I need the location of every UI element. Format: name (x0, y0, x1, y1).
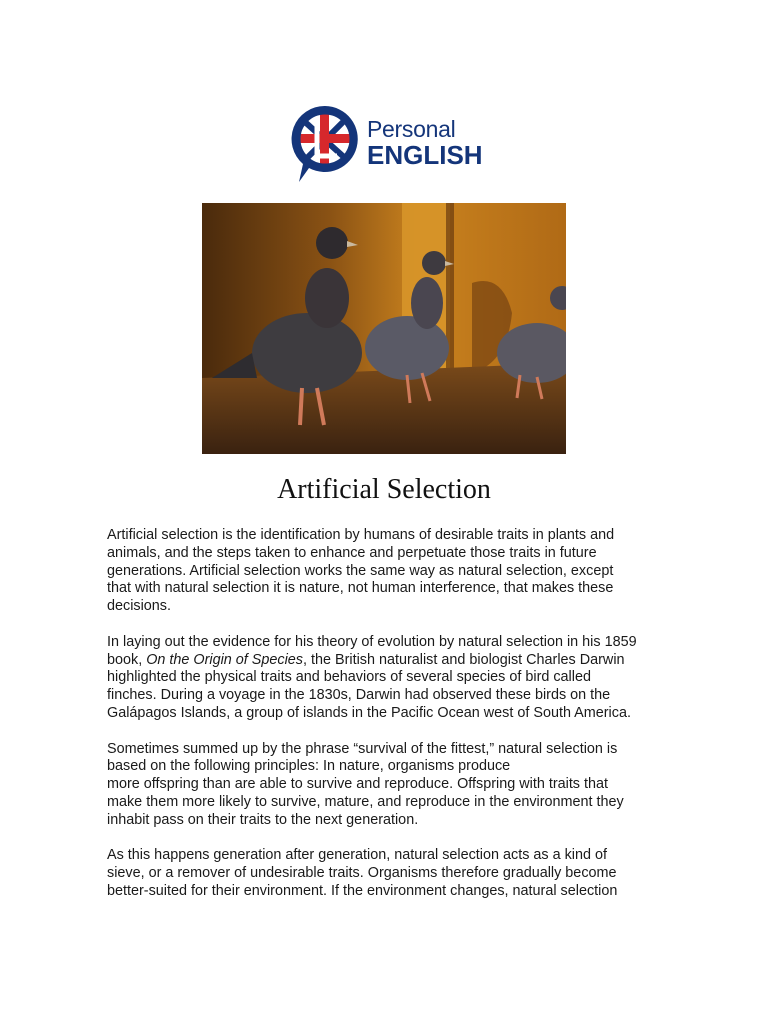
logo-emblem-icon (287, 102, 363, 188)
paragraph-3 (107, 741, 667, 830)
logo-word-personal: Personal (367, 116, 456, 142)
text-line: inhabit pass on their traits to the next generation. (107, 811, 419, 828)
text-line (107, 652, 667, 670)
paragraph-2 (107, 634, 667, 723)
text-line: highlighted the physical traits and behaviors of several species of bird called (107, 669, 591, 686)
logo-word-english: ENGLISH (367, 140, 483, 170)
pigeons-illustration (202, 203, 566, 454)
text-line: more offspring than are able to survive and reproduce. Offspring with traits that (107, 776, 609, 793)
logo-wordmark (367, 118, 483, 168)
text-line: finches. During a voyage in the 1830s, Darwin had observed these birds on the (107, 687, 611, 704)
text-line: better-suited for their environment. If the environment changes, natural selection (107, 882, 618, 899)
text-line: As this happens generation after generation, natural selection acts as a kind of (107, 847, 607, 864)
text-line: Sometimes summed up by the phrase “survival of the fittest,” natural selection is (107, 740, 618, 757)
text-line: sieve, or a remover of undesirable traits. Organisms therefore gradually become (107, 865, 617, 882)
text-line: In laying out the evidence for his theory of evolution by natural selection in his 1859 (107, 633, 637, 650)
personal-english-logo (287, 102, 487, 188)
text-run: book, (107, 651, 147, 668)
pigeons-photo (202, 203, 566, 454)
book-title: On the Origin of Species (146, 651, 303, 668)
text-line: decisions. (107, 598, 171, 615)
text-line: animals, and the steps taken to enhance and perpetuate those traits in future (107, 544, 597, 561)
article-body (107, 527, 667, 919)
paragraph-1 (107, 527, 667, 616)
paragraph-4 (107, 847, 667, 900)
text-line: Galápagos Islands, a group of islands in the Pacific Ocean west of South America. (107, 704, 631, 721)
document-title: Artificial Selection (277, 474, 491, 505)
text-run: , the British naturalist and biologist Charles Darwin (302, 651, 625, 668)
text-line: based on the following principles: In nature, organisms produce (107, 758, 511, 775)
text-line: make them more likely to survive, mature, and reproduce in the environment they (107, 793, 624, 810)
text-line: that with natural selection it is nature, not human interference, that makes these (107, 580, 614, 597)
text-line: Artificial selection is the identification by humans of desirable traits in plants and (107, 527, 615, 543)
text-line: generations. Artificial selection works the same way as natural selection, except (107, 562, 614, 579)
